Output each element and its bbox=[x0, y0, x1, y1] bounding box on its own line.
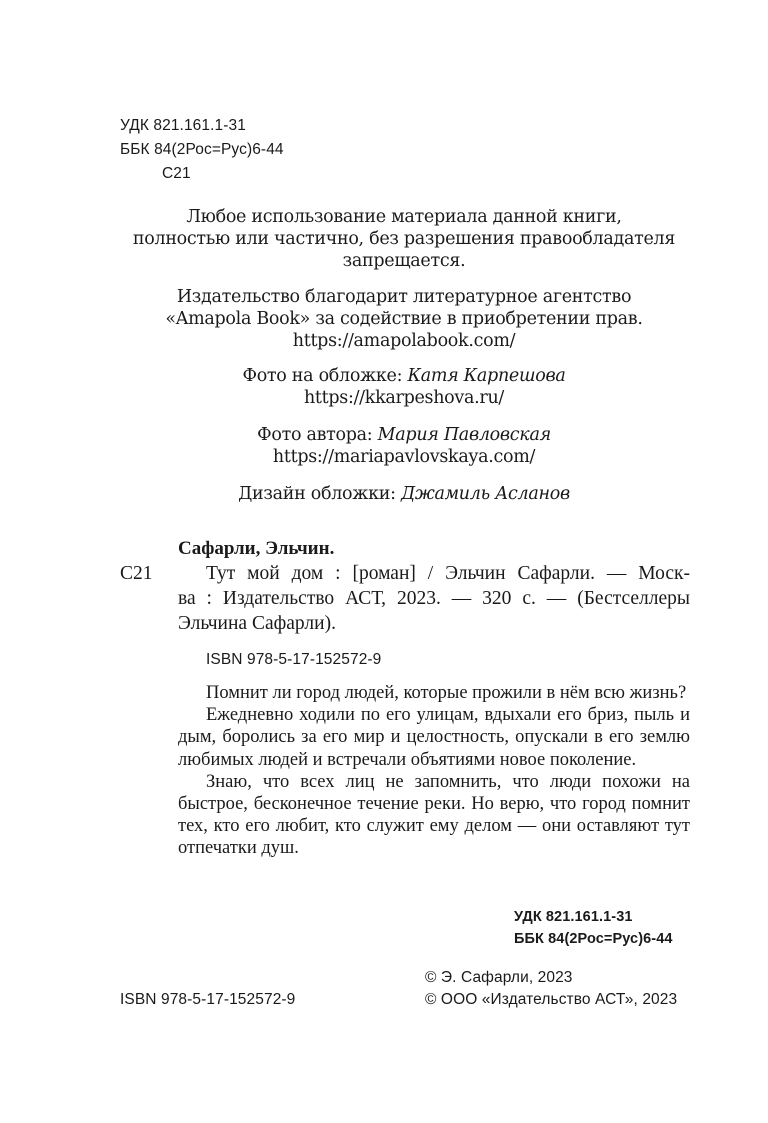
annotation-paragraph: Знаю, что всех лиц не запомнить, что люди похожи на быстрое, бесконечное течение реки. Но верю, что город помнит тех, кто его любит, кто служит ему делом — они оставляют тут отпечатки душ. bbox=[178, 771, 690, 859]
author-heading: Сафарли, Эльчин. bbox=[178, 538, 335, 559]
copyright-author: © Э. Сафарли, 2023 bbox=[425, 969, 573, 986]
copyright-publisher: © ООО «Издательство АСТ», 2023 bbox=[425, 991, 678, 1008]
udk-code: УДК 821.161.1-31 bbox=[120, 117, 246, 134]
rights-line: полностью или частично, без разрешения правообладателя bbox=[132, 229, 676, 249]
rights-notice bbox=[120, 206, 688, 272]
cover-design-credit bbox=[120, 483, 688, 505]
cover-design-label: Дизайн обложки: bbox=[238, 484, 401, 504]
record-mark: С21 bbox=[120, 563, 153, 584]
footer-isbn: ISBN 978-5-17-152572-9 bbox=[120, 991, 296, 1008]
agency-notice bbox=[120, 286, 688, 352]
cover-photo-name: Катя Карпешова bbox=[407, 366, 566, 386]
description-line: ва : Издательство АСТ, 2023. — 320 с. — (Бестселлеры bbox=[178, 588, 690, 609]
description-line: Эльчина Сафарли). bbox=[178, 613, 336, 634]
annotation-udk: УДК 821.161.1-31 bbox=[514, 909, 633, 925]
annotation bbox=[178, 682, 690, 860]
cover-photo-url: https://kkarpeshova.ru/ bbox=[303, 388, 505, 408]
cover-photo-credit bbox=[120, 365, 688, 409]
annotation-paragraph: Ежедневно ходили по его улицам, вдыхали его бриз, пыль и дым, боролись за его мир и целостность, опускали в его землю любимых людей и встречали объятиями новое поколение. bbox=[178, 705, 690, 770]
annotation-bbk: ББК 84(2Рос=Рус)6-44 bbox=[514, 931, 673, 947]
author-photo-label: Фото автора: bbox=[257, 425, 378, 445]
author-photo-credit bbox=[120, 424, 688, 468]
agency-url: https://amapolabook.com/ bbox=[292, 331, 516, 351]
record-isbn: ISBN 978-5-17-152572-9 bbox=[206, 651, 382, 668]
agency-line: «Amapola Book» за содействие в приобретении прав. bbox=[165, 309, 643, 329]
agency-line: Издательство благодарит литературное агентство bbox=[176, 287, 632, 307]
rights-line: Любое использование материала данной книги, bbox=[186, 207, 622, 227]
author-photo-name: Мария Павловская bbox=[377, 425, 551, 445]
author-mark: С21 bbox=[162, 165, 191, 182]
annotation-paragraph: Помнит ли город людей, которые прожили в нём всю жизнь? bbox=[206, 683, 687, 703]
author-photo-url: https://mariapavlovskaya.com/ bbox=[272, 447, 536, 467]
cover-design-name: Джамиль Асланов bbox=[400, 484, 570, 504]
rights-line: запрещается. bbox=[342, 251, 466, 271]
description-line: Тут мой дом : [роман] / Эльчин Сафарли. — Моск- bbox=[206, 563, 690, 584]
bbk-code: ББК 84(2Рос=Рус)6-44 bbox=[120, 141, 284, 158]
cover-photo-label: Фото на обложке: bbox=[242, 366, 408, 386]
